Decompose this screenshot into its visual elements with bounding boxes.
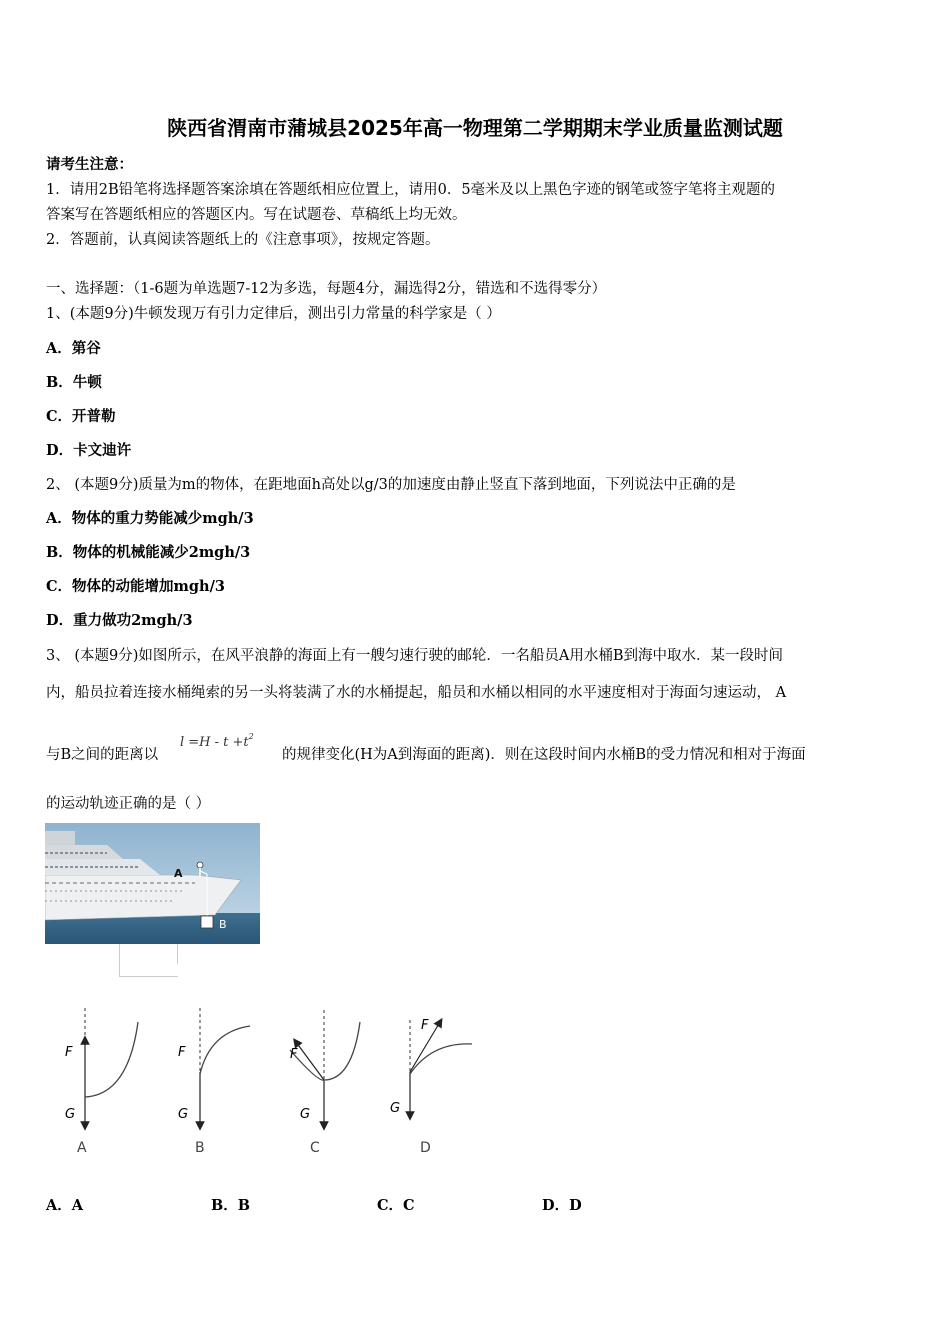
diagram-b-force-f: F: [178, 1045, 186, 1060]
q3-stem-line2: 内，船员拉着连接水桶绳索的另一头将装满了水的水桶提起，船员和水桶以相同的水平速度相对于海面匀速运动， A: [46, 685, 787, 701]
q2-option-c: C．物体的动能增加mgh/3: [46, 578, 225, 595]
q1-option-d: D．卡文迪许: [46, 442, 132, 459]
diagram-c-force-g: G: [300, 1107, 311, 1122]
page-title: 陕西省渭南市蒲城县2025年高一物理第二学期期末学业质量监测试题: [167, 116, 783, 140]
diagram-a-force-f: F: [65, 1045, 73, 1060]
diagram-label-a: A: [77, 1140, 87, 1156]
diagram-b-force-g: G: [178, 1107, 189, 1122]
formula-exponent: 2: [248, 732, 254, 741]
diagram-a: [65, 1008, 138, 1156]
q3-stem-line4: 的运动轨迹正确的是（ ）: [46, 796, 211, 812]
ship-label-b: B: [219, 918, 227, 931]
q3-stem-line3-pre: 与B之间的距离以: [46, 747, 159, 763]
q1-option-c: C．开普勒: [46, 408, 116, 425]
q2-stem: 2、 (本题9分)质量为m的物体，在距地面h高处以g/3的加速度由静止竖直下落到地面，下列说法中正确的是: [46, 477, 736, 493]
notice-heading: 请考生注意：: [46, 156, 133, 173]
force-diagrams: [40, 1000, 490, 1160]
section-heading: 一、选择题：（1-6题为单选题7-12为多选，每题4分，漏选得2分，错选和不选得零分）: [46, 281, 607, 297]
notice-item-1a: 1．请用2B铅笔将选择题答案涂填在答题纸相应位置上，请用0．5毫米及以上黑色字迹的钢笔或签字笔将主观题的: [46, 182, 776, 198]
diagram-b: [178, 1008, 250, 1156]
q3-option-c: C．C: [377, 1197, 415, 1214]
q3-formula: [180, 732, 254, 750]
diagram-a-force-g: G: [65, 1107, 76, 1122]
q3-option-d: D．D: [542, 1197, 582, 1214]
ship-label-a: A: [174, 867, 183, 880]
diagram-d-force-f: F: [421, 1018, 429, 1033]
q1-option-b: B．牛顿: [46, 374, 102, 391]
q1-stem: 1、(本题9分)牛顿发现万有引力定律后，测出引力常量的科学家是（ ）: [46, 306, 501, 322]
diagram-c-force-f: F: [290, 1047, 298, 1062]
notice-item-2: 2．答题前，认真阅读答题纸上的《注意事项》，按规定答题。: [46, 232, 440, 248]
q2-option-b: B．物体的机械能减少2mgh/3: [46, 544, 251, 561]
q3-option-a: A．A: [46, 1197, 84, 1214]
diagram-label-c: C: [310, 1140, 320, 1156]
notice-item-1b: 答案写在答题纸相应的答题区内。写在试题卷、草稿纸上均无效。: [46, 207, 467, 223]
diagram-label-b: B: [195, 1140, 205, 1156]
q2-option-d: D．重力做功2mgh/3: [46, 612, 193, 629]
ship-illustration: [45, 823, 260, 944]
image-placeholder-frame: [119, 944, 178, 977]
formula-body: l =H - t +t: [180, 735, 249, 750]
q1-option-a: A．第谷: [46, 340, 101, 357]
q2-option-a: A．物体的重力势能减少mgh/3: [46, 510, 254, 527]
diagram-c: [290, 1010, 360, 1156]
diagram-d: [390, 1018, 472, 1156]
q3-stem-line1: 3、 (本题9分)如图所示，在风平浪静的海面上有一艘匀速行驶的邮轮．一名船员A用水桶B到海中取水．某一段时间: [46, 648, 783, 664]
diagram-d-force-g: G: [390, 1101, 401, 1116]
q3-stem-line3-post: 的规律变化(H为A到海面的距离)．则在这段时间内水桶B的受力情况和相对于海面: [282, 747, 806, 763]
q3-option-b: B．B: [211, 1197, 251, 1214]
diagram-label-d: D: [420, 1140, 431, 1156]
